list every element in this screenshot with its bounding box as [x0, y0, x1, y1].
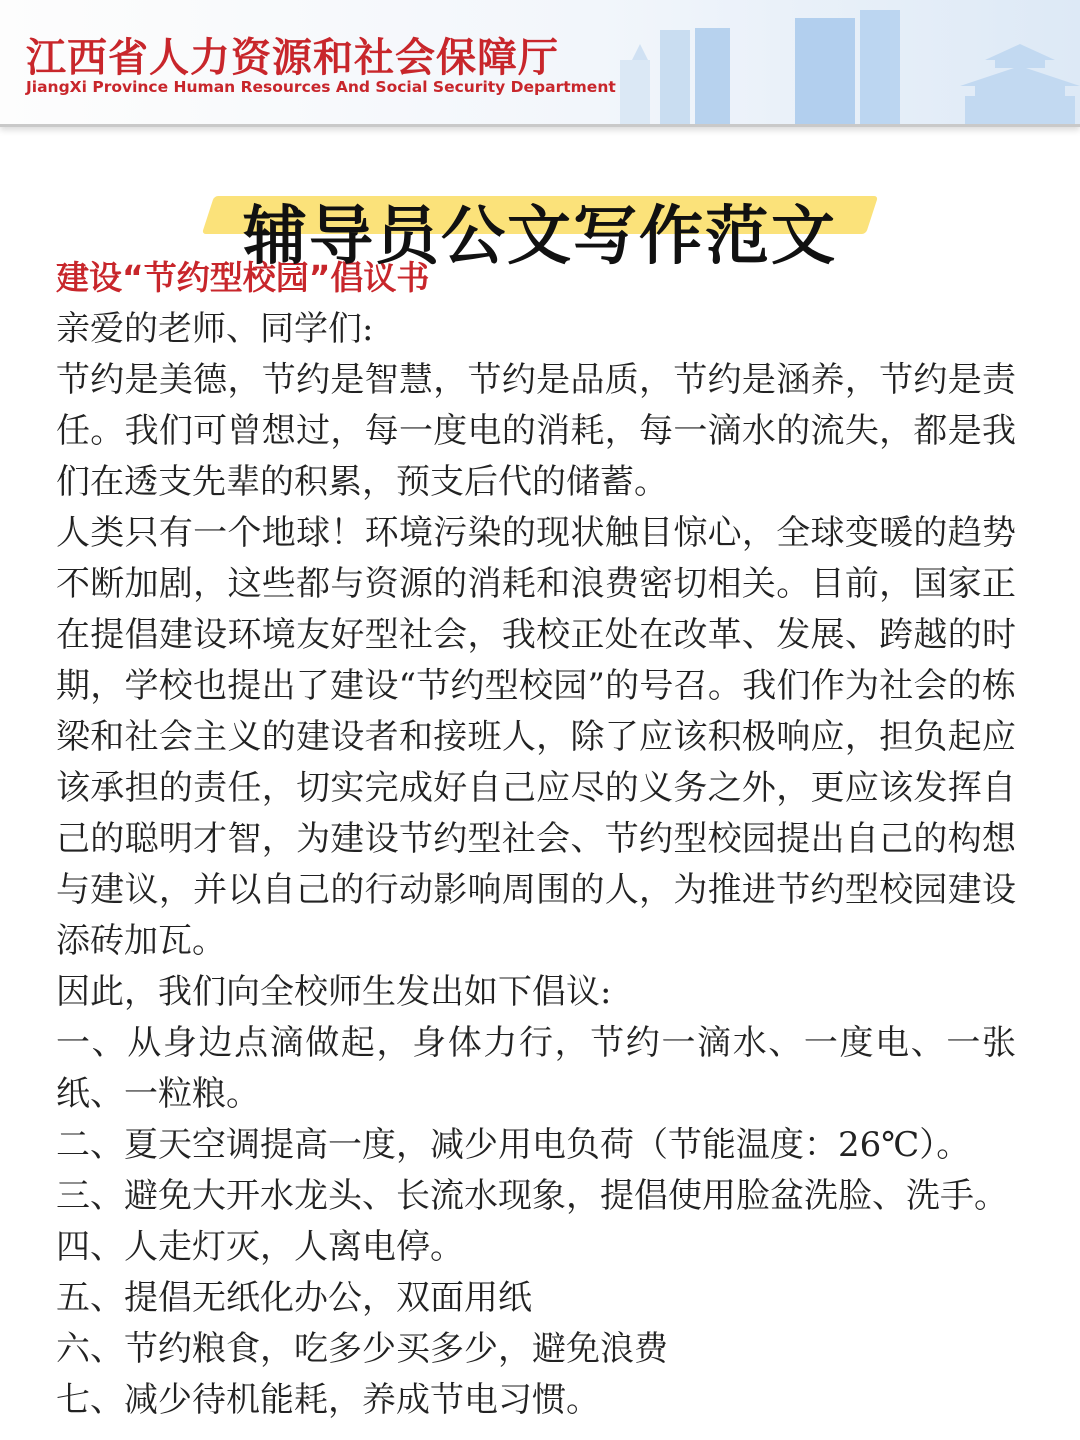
proposal-item-4: 四、人走灯灭，人离电停。	[56, 1227, 464, 1267]
page-title: 辅导员公文写作范文	[243, 199, 837, 274]
header-banner	[0, 0, 1080, 127]
proposal-item-6: 六、节约粮食，吃多少买多少，避免浪费	[56, 1329, 668, 1369]
document-title: 建设“节约型校园”倡议书	[56, 258, 430, 297]
proposal-item-7: 七、减少待机能耗，养成节电习惯。	[56, 1380, 600, 1420]
proposal-item-2: 二、夏天空调提高一度，减少用电负荷（节能温度：26℃）。	[56, 1125, 971, 1165]
salutation: 亲爱的老师、同学们:	[56, 309, 374, 349]
paragraph-1: 节约是美德，节约是智慧，节约是品质，节约是涵养，节约是责任。我们可曾想过，每一度电的消耗，每一滴水的流失，都是我们在透支先辈的积累，预支后代的储蓄。	[56, 360, 1016, 502]
skyline-illustration-icon	[600, 0, 1080, 124]
proposal-item-5: 五、提倡无纸化办公，双面用纸	[56, 1278, 532, 1318]
org-name-en: JiangXi Province Human Resources And Social Security Department	[26, 78, 616, 96]
paragraph-3: 因此，我们向全校师生发出如下倡议:	[56, 972, 612, 1012]
proposal-item-3: 三、避免大开水龙头、长流水现象，提倡使用脸盆洗脸、洗手。	[56, 1176, 1008, 1216]
proposal-item-1: 一、从身边点滴做起，身体力行，节约一滴水、一度电、一张纸、一粒粮。	[56, 1023, 1016, 1114]
org-name: 江西省人力资源和社会保障厅	[26, 35, 559, 81]
document-body	[56, 252, 1016, 1426]
paragraph-2: 人类只有一个地球！环境污染的现状触目惊心，全球变暖的趋势不断加剧，这些都与资源的消耗和浪费密切相关。目前，国家正在提倡建设环境友好型社会，我校正处在改革、发展、跨越的时期，学校也提出了建设“节约型校园”的号召。我们作为社会的栋梁和社会主义的建设者和接班人，除了应该积极响应，担负起应该承担的责任，切实完成好自己应尽的义务之外，更应该发挥自己的聪明才智，为建设节约型社会、节约型校园提出自己的构想与建议，并以自己的行动影响周围的人，为推进节约型校园建设添砖加瓦。	[56, 513, 1016, 961]
